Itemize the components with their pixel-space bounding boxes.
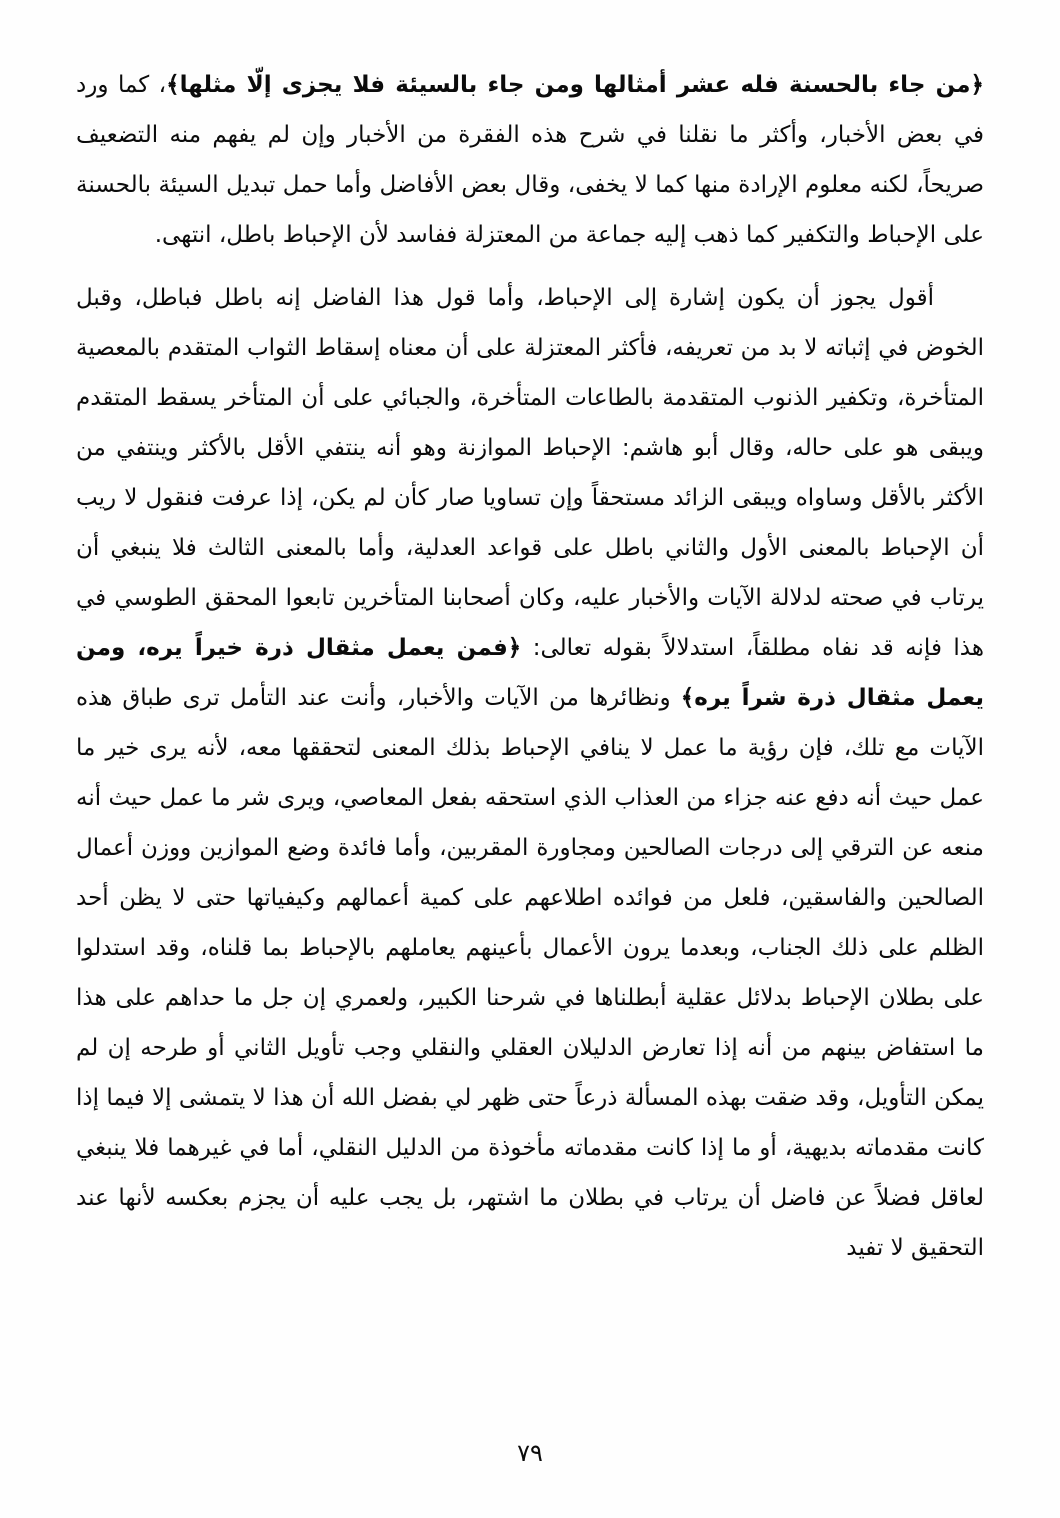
body-text: أقول يجوز أن يكون إشارة إلى الإحباط، وأما قول هذا الفاضل إنه باطل فباطل، وقبل الخوض في إثباته لا بد من تعريفه، فأكثر المعتزلة على أن معناه إسقاط الثواب المتقدم بالمعصية المتأخرة، وتكفير الذنوب المتقدمة بالطاعات المتأخرة، والجبائي على أن المتأخر يسقط المتقدم ويبقى هو على حاله، وقال أبو هاشم: الإحباط الموازنة وهو أنه ينتفي الأقل بالأكثر وينتفي من الأكثر بالأقل وساواه ويبقى الزائد مستحقاً وإن تساويا صار كأن لم يكن، إذا عرفت فنقول لا ريب أن الإحباط بالمعنى الأول والثاني باطل على قواعد العدلية، وأما بالمعنى الثالث فلا ينبغي أن يرتاب في صحته لدلالة الآيات والأخبار عليه، وكان أصحابنا المتأخرين تابعوا المحقق الطوسي في هذا فإنه قد نفاه مطلقاً، استدلالاً بقوله تعالى: [76, 285, 984, 661]
paragraph-continuation [76, 60, 984, 260]
body-text: ، كما ورد في بعض الأخبار، وأكثر ما نقلنا في شرح هذه الفقرة من الأخبار وإن لم يفهم منه التضعيف صريحاً، لكنه معلوم الإرادة منها كما لا يخفى، وقال بعض الأفاضل وأما حمل تبديل السيئة بالحسنة على الإحباط والتكفير كما ذهب إليه جماعة من المعتزلة ففاسد لأن الإحباط باطل، انتهى. [76, 72, 984, 248]
body-text: ونظائرها من الآيات والأخبار، وأنت عند التأمل ترى طباق هذه الآيات مع تلك، فإن رؤية ما عمل لا ينافي الإحباط بذلك المعنى لتحققها معه، لأنه يرى خير ما عمل حيث أنه دفع عنه جزاء من العذاب الذي استحقه بفعل المعاصي، ويرى شر ما عمل حيث أنه منعه عن الترقي إلى درجات الصالحين ومجاورة المقربين، وأما فائدة وضع الموازين ووزن أعمال الصالحين والفاسقين، فلعل من فوائده اطلاعهم على كمية أعمالهم وكيفياتها حتى لا يظن أحد الظلم على ذلك الجناب، وبعدما يرون الأعمال بأعينهم يعاملهم بالإحباط بما قلناه، وقد استدلوا على بطلان الإحباط بدلائل عقلية أبطلناها في شرحنا الكبير، ولعمري إن جل ما حداهم على هذا ما استفاض بينهم من أنه إذا تعارض الدليلان العقلي والنقلي وجب تأويل الثاني أو طرحه إن لم يمكن التأويل، وقد ضقت بهذه المسألة ذرعاً حتى ظهر لي بفضل الله أن هذا لا يتمشى إلا فيما إذا كانت مقدماته بديهية، أو ما إذا كانت مقدماته مأخوذة من الدليل النقلي، أما في غيرهما فلا ينبغي لعاقل فضلاً عن فاضل أن يرتاب في بطلان ما اشتهر، بل يجب عليه أن يجزم بعكسه لأنها عند التحقيق لا تفيد [76, 685, 984, 1261]
page-text-block [76, 60, 984, 1273]
paragraph-aqul-commentary [76, 273, 984, 1273]
page-number: ٧٩ [517, 1439, 543, 1467]
quran-verse-quote: ﴿فمن يعمل مثقال ذرة خيراً يره، ومن يعمل مثقال ذرة شراً يره﴾ [76, 635, 984, 711]
quran-verse-quote: ﴿من جاء بالحسنة فله عشر أمثالها ومن جاء بالسيئة فلا يجزى إلّا مثلها﴾ [166, 72, 984, 98]
